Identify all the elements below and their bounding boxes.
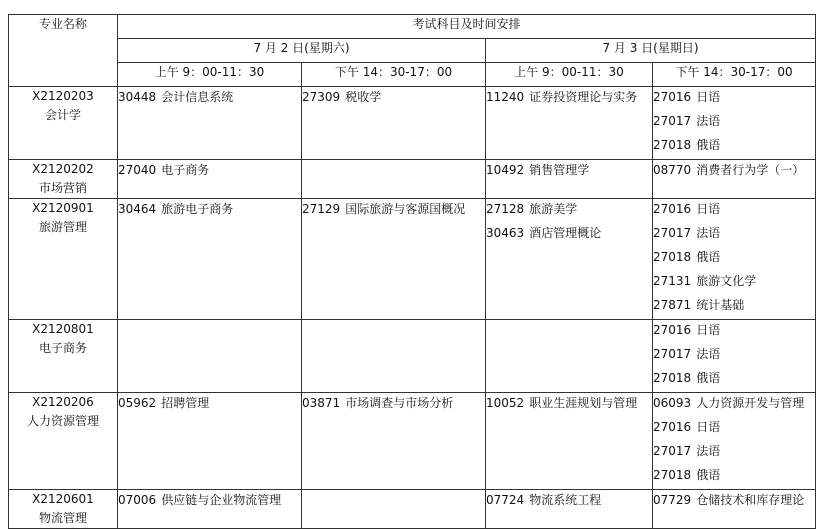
- exam-slot-cell: [118, 320, 302, 393]
- subject-name: 税收学: [345, 90, 382, 104]
- major-cell: [9, 490, 118, 529]
- subject-name: 消费者行为学（一）: [696, 163, 805, 177]
- major-code: X2120901: [32, 201, 94, 215]
- subject-code: 30463: [486, 226, 525, 240]
- subject-entry: [302, 393, 485, 417]
- major-row: [9, 160, 816, 199]
- major-cell: [9, 87, 118, 160]
- subject-entry: [653, 87, 815, 111]
- subject-entry: [486, 199, 652, 223]
- major-code: X2120202: [32, 162, 94, 176]
- exam-slot-cell: [118, 199, 302, 320]
- subject-code: 27017: [653, 114, 692, 128]
- subject-name: 物流系统工程: [529, 493, 602, 507]
- subject-name: 市场调查与市场分析: [345, 396, 454, 410]
- subject-code: 11240: [486, 90, 525, 104]
- subject-entry: [486, 87, 652, 111]
- exam-slot-cell: [302, 320, 486, 393]
- subject-entry: [653, 465, 815, 489]
- major-name: 物流管理: [38, 511, 87, 525]
- subject-name: 法语: [696, 226, 721, 240]
- day-header-1: 7 月 2 日(星期六): [118, 39, 486, 63]
- subject-code: 27128: [486, 202, 525, 216]
- exam-slot-cell: [486, 87, 653, 160]
- subject-code: 10492: [486, 163, 525, 177]
- subject-name: 日语: [696, 90, 721, 104]
- subject-code: 27017: [653, 444, 692, 458]
- exam-slot-cell: [486, 393, 653, 490]
- slot-header-2: 下午 14：30-17：00: [302, 63, 486, 87]
- subject-code: 07729: [653, 493, 692, 507]
- major-cell: [9, 199, 118, 320]
- subject-name: 俄语: [696, 250, 721, 264]
- slot-header-1: 上午 9：00-11：30: [118, 63, 302, 87]
- subject-name: 供应链与企业物流管理: [161, 493, 282, 507]
- subject-code: 10052: [486, 396, 525, 410]
- subject-entry: [302, 199, 485, 223]
- major-row: [9, 393, 816, 490]
- exam-slot-cell: [653, 320, 816, 393]
- exam-schedule-table: [8, 14, 816, 529]
- subject-name: 俄语: [696, 138, 721, 152]
- major-name: 人力资源管理: [26, 414, 99, 428]
- subject-name: 旅游文化学: [696, 274, 757, 288]
- major-row: [9, 320, 816, 393]
- subject-code: 27018: [653, 468, 692, 482]
- subject-name: 销售管理学: [529, 163, 590, 177]
- subject-entry: [653, 111, 815, 135]
- schedule-body: [9, 87, 816, 529]
- subject-name: 俄语: [696, 371, 721, 385]
- exam-slot-cell: [302, 87, 486, 160]
- subject-entry: [118, 87, 301, 111]
- schedule-title-header: 考试科目及时间安排: [118, 15, 816, 39]
- subject-name: 旅游美学: [529, 202, 578, 216]
- major-row: [9, 199, 816, 320]
- major-name: 市场营销: [38, 181, 87, 195]
- subject-entry: [118, 160, 301, 184]
- subject-entry: [653, 271, 815, 295]
- major-column-header: 专业名称: [9, 15, 118, 87]
- subject-code: 07724: [486, 493, 525, 507]
- subject-code: 27016: [653, 90, 692, 104]
- subject-name: 日语: [696, 323, 721, 337]
- exam-slot-cell: [653, 393, 816, 490]
- subject-code: 27017: [653, 226, 692, 240]
- exam-slot-cell: [486, 320, 653, 393]
- subject-code: 27017: [653, 347, 692, 361]
- subject-name: 酒店管理概论: [529, 226, 602, 240]
- subject-code: 30448: [118, 90, 157, 104]
- subject-entry: [486, 223, 652, 247]
- subject-entry: [486, 160, 652, 184]
- exam-slot-cell: [118, 393, 302, 490]
- major-name: 旅游管理: [38, 220, 87, 234]
- subject-entry: [653, 199, 815, 223]
- exam-slot-cell: [486, 490, 653, 529]
- subject-name: 旅游电子商务: [161, 202, 234, 216]
- exam-slot-cell: [302, 490, 486, 529]
- slot-header-4: 下午 14：30-17：00: [653, 63, 816, 87]
- subject-name: 仓储技术和库存理论: [696, 493, 805, 507]
- subject-entry: [653, 417, 815, 441]
- subject-entry: [486, 490, 652, 514]
- subject-entry: [653, 295, 815, 319]
- exam-slot-cell: [486, 160, 653, 199]
- subject-code: 06093: [653, 396, 692, 410]
- subject-entry: [653, 223, 815, 247]
- major-code: X2120801: [32, 322, 94, 336]
- subject-name: 人力资源开发与管理: [696, 396, 805, 410]
- subject-code: 30464: [118, 202, 157, 216]
- subject-entry: [653, 344, 815, 368]
- subject-code: 27040: [118, 163, 157, 177]
- subject-name: 日语: [696, 202, 721, 216]
- exam-slot-cell: [653, 199, 816, 320]
- subject-entry: [653, 247, 815, 271]
- subject-entry: [118, 490, 301, 514]
- exam-slot-cell: [486, 199, 653, 320]
- subject-entry: [653, 135, 815, 159]
- subject-code: 05962: [118, 396, 157, 410]
- subject-name: 职业生涯规划与管理: [529, 396, 638, 410]
- exam-slot-cell: [118, 160, 302, 199]
- exam-slot-cell: [118, 490, 302, 529]
- subject-code: 27018: [653, 138, 692, 152]
- exam-slot-cell: [653, 490, 816, 529]
- subject-name: 电子商务: [161, 163, 210, 177]
- subject-entry: [302, 87, 485, 111]
- major-name: 电子商务: [38, 341, 87, 355]
- exam-slot-cell: [118, 87, 302, 160]
- subject-code: 27016: [653, 202, 692, 216]
- major-code: X2120203: [32, 89, 94, 103]
- subject-entry: [653, 490, 815, 514]
- major-code: X2120206: [32, 395, 94, 409]
- major-row: [9, 490, 816, 529]
- subject-entry: [653, 441, 815, 465]
- exam-slot-cell: [653, 87, 816, 160]
- major-cell: [9, 320, 118, 393]
- subject-code: 27016: [653, 420, 692, 434]
- exam-slot-cell: [302, 160, 486, 199]
- major-code: X2120601: [32, 492, 94, 506]
- subject-name: 国际旅游与客源国概况: [345, 202, 466, 216]
- subject-entry: [118, 199, 301, 223]
- subject-code: 27131: [653, 274, 692, 288]
- major-cell: [9, 393, 118, 490]
- subject-entry: [653, 160, 815, 184]
- subject-name: 法语: [696, 444, 721, 458]
- subject-entry: [653, 393, 815, 417]
- subject-name: 会计信息系统: [161, 90, 234, 104]
- subject-entry: [118, 393, 301, 417]
- subject-entry: [653, 320, 815, 344]
- subject-entry: [653, 368, 815, 392]
- subject-entry: [486, 393, 652, 417]
- subject-code: 27018: [653, 371, 692, 385]
- exam-slot-cell: [302, 199, 486, 320]
- subject-code: 27018: [653, 250, 692, 264]
- subject-name: 日语: [696, 420, 721, 434]
- subject-name: 招聘管理: [161, 396, 210, 410]
- subject-name: 证券投资理论与实务: [529, 90, 638, 104]
- subject-code: 27129: [302, 202, 341, 216]
- subject-name: 法语: [696, 114, 721, 128]
- slot-header-3: 上午 9：00-11：30: [486, 63, 653, 87]
- subject-code: 07006: [118, 493, 157, 507]
- subject-code: 27871: [653, 298, 692, 312]
- day-header-2: 7 月 3 日(星期日): [486, 39, 816, 63]
- major-name: 会计学: [44, 108, 81, 122]
- major-cell: [9, 160, 118, 199]
- subject-code: 03871: [302, 396, 341, 410]
- subject-code: 27309: [302, 90, 341, 104]
- subject-name: 俄语: [696, 468, 721, 482]
- subject-code: 08770: [653, 163, 692, 177]
- subject-code: 27016: [653, 323, 692, 337]
- subject-name: 法语: [696, 347, 721, 361]
- exam-slot-cell: [302, 393, 486, 490]
- exam-slot-cell: [653, 160, 816, 199]
- subject-name: 统计基础: [696, 298, 745, 312]
- major-row: [9, 87, 816, 160]
